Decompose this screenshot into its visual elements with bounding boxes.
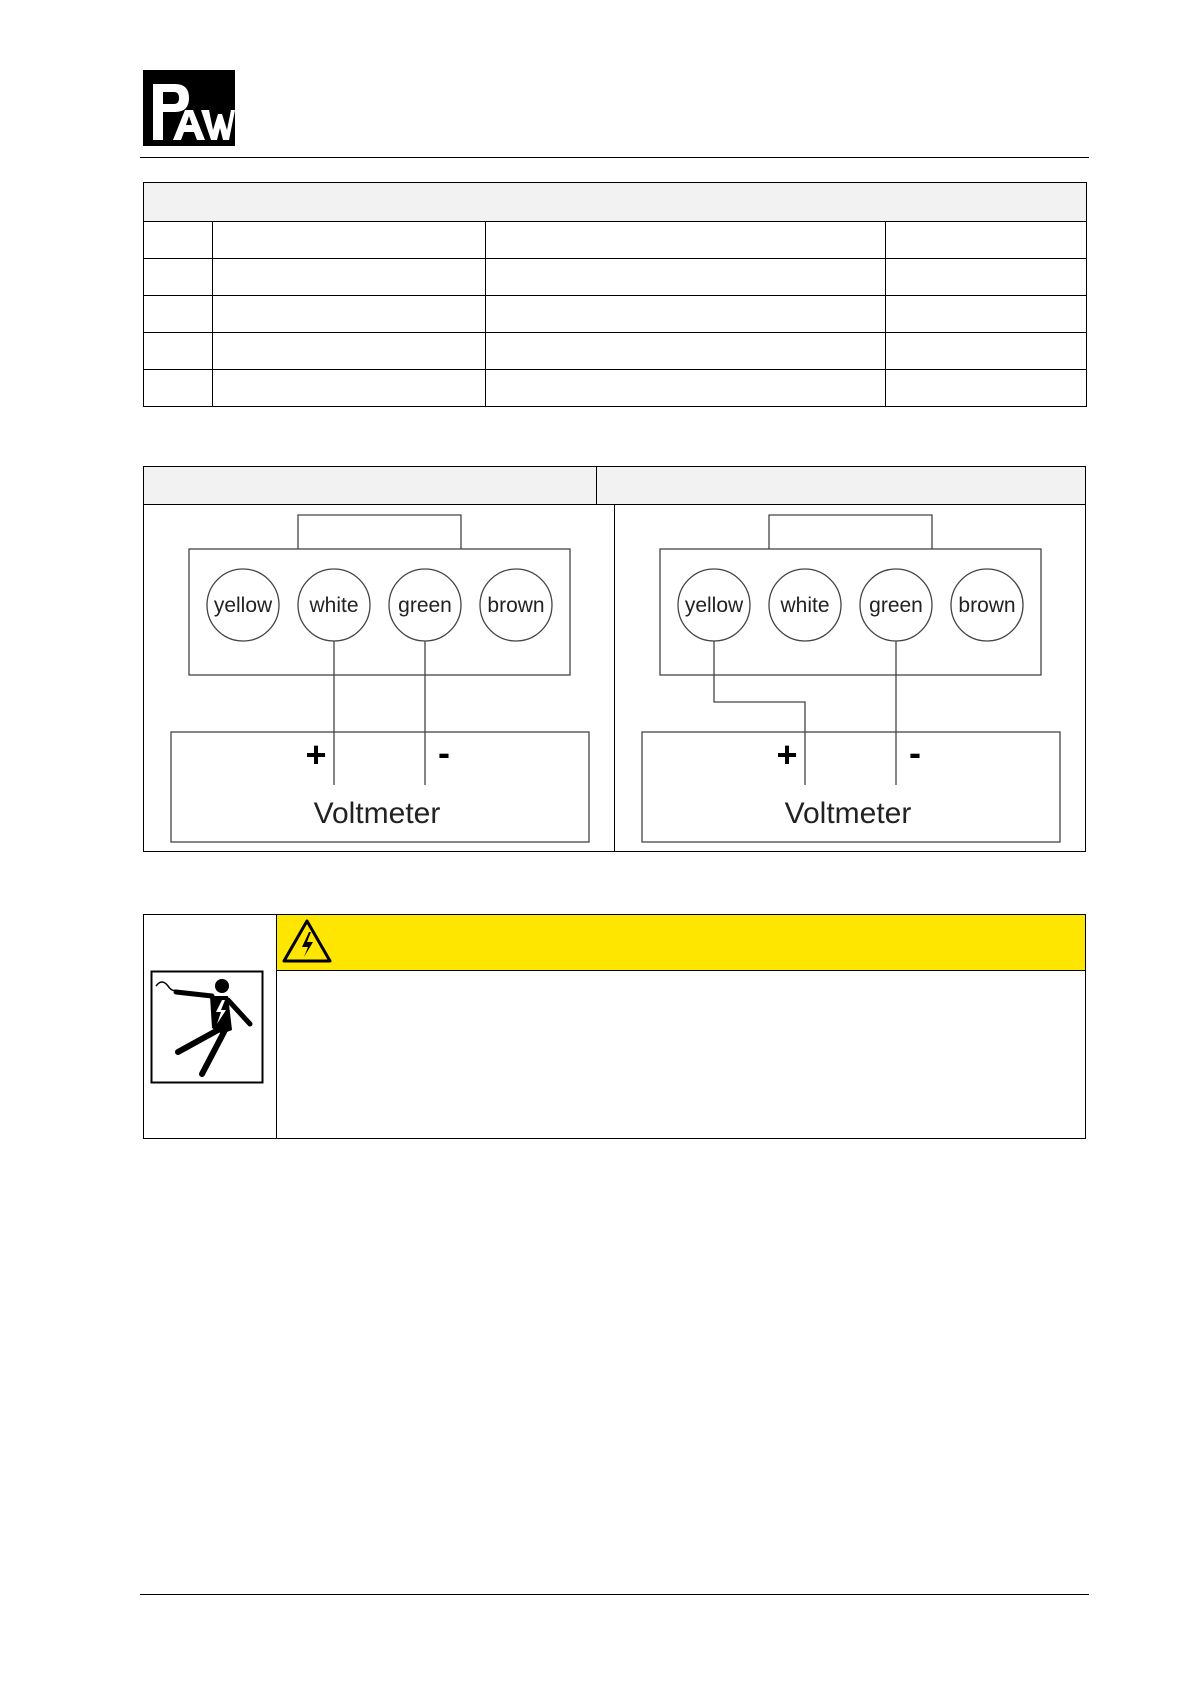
terminal-label: brown bbox=[487, 594, 545, 617]
table-row bbox=[144, 222, 1087, 259]
voltmeter-label: Voltmeter bbox=[784, 797, 912, 830]
table-row bbox=[144, 333, 1087, 370]
wiring-diagram-left bbox=[144, 505, 614, 851]
terminal-label: white bbox=[309, 594, 359, 617]
terminal-label: green bbox=[398, 594, 452, 617]
table-cell bbox=[213, 259, 486, 296]
table-cell bbox=[486, 296, 886, 333]
positive-sign: + bbox=[776, 734, 798, 775]
table-cell bbox=[886, 222, 1087, 259]
table-row bbox=[144, 296, 1087, 333]
header-rule bbox=[140, 157, 1089, 158]
electric-shock-hazard-icon bbox=[150, 970, 264, 1084]
positive-sign: + bbox=[305, 734, 327, 775]
table-cell bbox=[144, 370, 213, 407]
diagram-header-left bbox=[144, 467, 597, 505]
terminal-label: brown bbox=[958, 594, 1016, 617]
parameter-table bbox=[143, 182, 1087, 407]
table-cell bbox=[213, 222, 486, 259]
negative-sign: - bbox=[438, 732, 450, 773]
table-row bbox=[144, 370, 1087, 407]
table-cell bbox=[213, 370, 486, 407]
table-cell bbox=[886, 296, 1087, 333]
table-header-row bbox=[144, 183, 1087, 222]
wiring-diagram-right bbox=[615, 505, 1085, 851]
table-cell bbox=[144, 333, 213, 370]
table-cell bbox=[213, 333, 486, 370]
table-cell bbox=[886, 259, 1087, 296]
table-row bbox=[144, 259, 1087, 296]
table-cell bbox=[486, 370, 886, 407]
terminal-label: yellow bbox=[684, 594, 744, 617]
connector-tab bbox=[769, 515, 932, 549]
high-voltage-warning-icon bbox=[281, 918, 333, 964]
table-cell bbox=[144, 222, 213, 259]
voltmeter-label: Voltmeter bbox=[313, 797, 441, 830]
table-cell bbox=[144, 259, 213, 296]
connector-tab bbox=[298, 515, 461, 549]
table-cell bbox=[486, 333, 886, 370]
terminal-label: green bbox=[869, 594, 923, 617]
company-logo bbox=[143, 70, 235, 146]
negative-sign: - bbox=[909, 732, 921, 773]
warning-banner bbox=[277, 915, 1085, 971]
terminal-label: white bbox=[780, 594, 830, 617]
footer-rule bbox=[140, 1594, 1089, 1595]
table-cell bbox=[886, 333, 1087, 370]
table-cell bbox=[486, 259, 886, 296]
table-cell bbox=[144, 296, 213, 333]
table-cell bbox=[886, 370, 1087, 407]
terminal-label: yellow bbox=[213, 594, 273, 617]
diagram-header-right bbox=[597, 467, 1085, 505]
wiring-diagram-table bbox=[143, 466, 1086, 852]
table-cell bbox=[213, 296, 486, 333]
table-cell bbox=[486, 222, 886, 259]
table-header-cell bbox=[144, 183, 1087, 222]
